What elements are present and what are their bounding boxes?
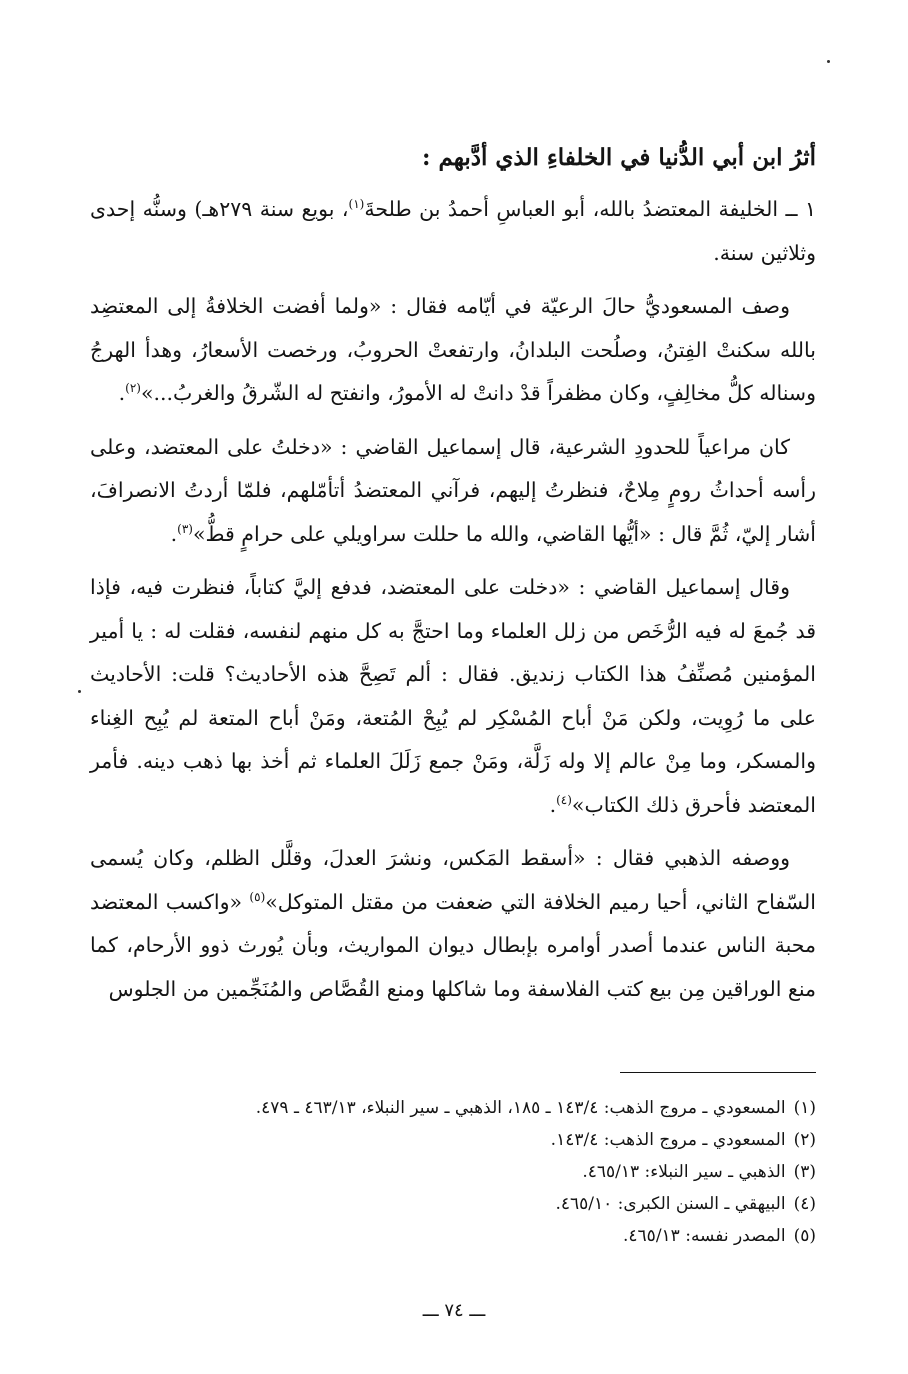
paragraph-3 — [90, 426, 816, 557]
footnote-ref: (٥) — [249, 889, 266, 904]
footnote-text: الذهبي ـ سير النبلاء: ٤٦٥/١٣. — [582, 1162, 786, 1182]
paragraph-tail: . — [170, 521, 178, 546]
paragraph-2 — [90, 285, 816, 416]
footnote-text: المصدر نفسه: ٤٦٥/١٣. — [623, 1226, 786, 1246]
footnotes — [90, 1092, 816, 1252]
footnote — [90, 1220, 816, 1252]
paragraph-tail: «واكسب المعتضد محبة الناس عندما أصدر أوامره بإبطال ديوان المواريث، وبأن يُورث ذوو الأرحام، كما منع الوراقين مِن بيع كتب الفلاسفة وما شاكلها ومنع القُصَّاص والمُنَجِّمين من الجلوس — [90, 889, 816, 1001]
paragraph-tail: . — [118, 381, 126, 405]
footnote — [90, 1124, 816, 1156]
scan-speck — [827, 60, 830, 63]
paragraph-4 — [90, 566, 816, 827]
paragraph-text: ١ ــ الخليفة المعتضدُ بالله، أبو العباسِ أحمدُ بن طلحةَ — [364, 197, 817, 221]
paragraph-5 — [90, 837, 816, 1011]
scan-speck — [78, 690, 81, 693]
footnote-divider — [620, 1072, 816, 1073]
paragraph-text: ووصفه الذهبي فقال : «أسقط المَكس، ونشرَ العدلَ، وقلَّل الظلم، وكان يُسمى السّفاح الثاني، أحيا رميم الخلافة التي ضعفت من مقتل المتوكل» — [90, 846, 816, 914]
footnote-ref: (٤) — [556, 792, 572, 807]
footnote-text: المسعودي ـ مروج الذهب: ١٤٣/٤. — [550, 1130, 786, 1150]
paragraph-tail: . — [549, 792, 557, 817]
footnote — [90, 1156, 816, 1188]
footnote-ref: (٢) — [125, 381, 141, 396]
paragraph-text: وصف المسعوديُّ حالَ الرعيّة في أيّامه فقال : «ولما أفضت الخلافةُ إلى المعتضِد بالله سكنتْ الفِتنُ، وصلُحت البلدانُ، وارتفعتْ الحروبُ، ورخصت الأسعارُ، وهدأ الهرجُ وسناله كلُّ مخالِفٍ، وكان مظفراً قدْ دانتْ له الأمورُ، وانفتح له الشّرقُ والغربُ...» — [90, 294, 816, 405]
main-text — [90, 136, 816, 1021]
footnote-text: المسعودي ـ مروج الذهب: ١٤٣/٤ ـ ١٨٥، الذهبي ـ سير النبلاء، ٤٦٣/١٣ ـ ٤٧٩. — [255, 1098, 786, 1118]
paragraph-text: كان مراعياً للحدودِ الشرعية، قال إسماعيل القاضي : «دخلتُ على المعتضد، وعلى رأسه أحداثُ رومٍ مِلاحٌ، فنظرتُ إليهم، فرآني المعتضدُ أتأمّلهم، فلمّا أردتُ الانصرافَ، أشار إليّ، ثُمَّ قال : «أيُّها القاضي، والله ما حللت سراويلي على حرامٍ قطُّ» — [90, 434, 816, 546]
footnote-number: (٥) — [793, 1226, 816, 1246]
footnote — [90, 1092, 816, 1124]
footnote-number: (٣) — [793, 1162, 816, 1182]
paragraph-tail: ، بويع سنة ٢٧٩هـ) وسنُّه إحدى وثلاثين سنة. — [90, 197, 816, 265]
footnote-ref: (١) — [348, 197, 365, 212]
paragraph-text: وقال إسماعيل القاضي : «دخلت على المعتضد، فدفع إليَّ كتاباً، فنظرت فيه، فإذا قد جُمعَ له فيه الرُّخَص من زلل العلماء وما احتجَّ به كل منهم لنفسه، فقلت له : يا أمير المؤمنين مُصنِّفُ هذا الكتاب زنديق. فقال : ألم تَصِحَّ هذه الأحاديث؟ قلت: الأحاديث على ما رُوِيت، ولكن مَنْ أباح المُسْكِر لم يُبِحْ المُتعة، ومَنْ أباح المتعة لم يُبِح الغِناء والمسكر، وما مِنْ عالم إلا وله زَلَّة، ومَنْ جمع زَلَلَ العلماء ثم أخذ بها ذهب دينه. فأمر المعتضد فأحرق ذلك الكتاب» — [90, 575, 816, 817]
footnote-number: (٢) — [793, 1130, 816, 1150]
paragraph-1 — [90, 188, 816, 275]
footnote-number: (١) — [793, 1098, 816, 1118]
section-heading: أثرُ ابن أبي الدُّنيا في الخلفاءِ الذي أدَّبهم : — [421, 144, 816, 171]
footnote-text: البيهقي ـ السنن الكبرى: ٤٦٥/١٠. — [555, 1194, 786, 1214]
footnote-ref: (٣) — [177, 521, 193, 536]
footnote — [90, 1188, 816, 1220]
footnote-number: (٤) — [793, 1194, 816, 1214]
page-number: ـــ ٧٤ ـــ — [422, 1300, 486, 1321]
